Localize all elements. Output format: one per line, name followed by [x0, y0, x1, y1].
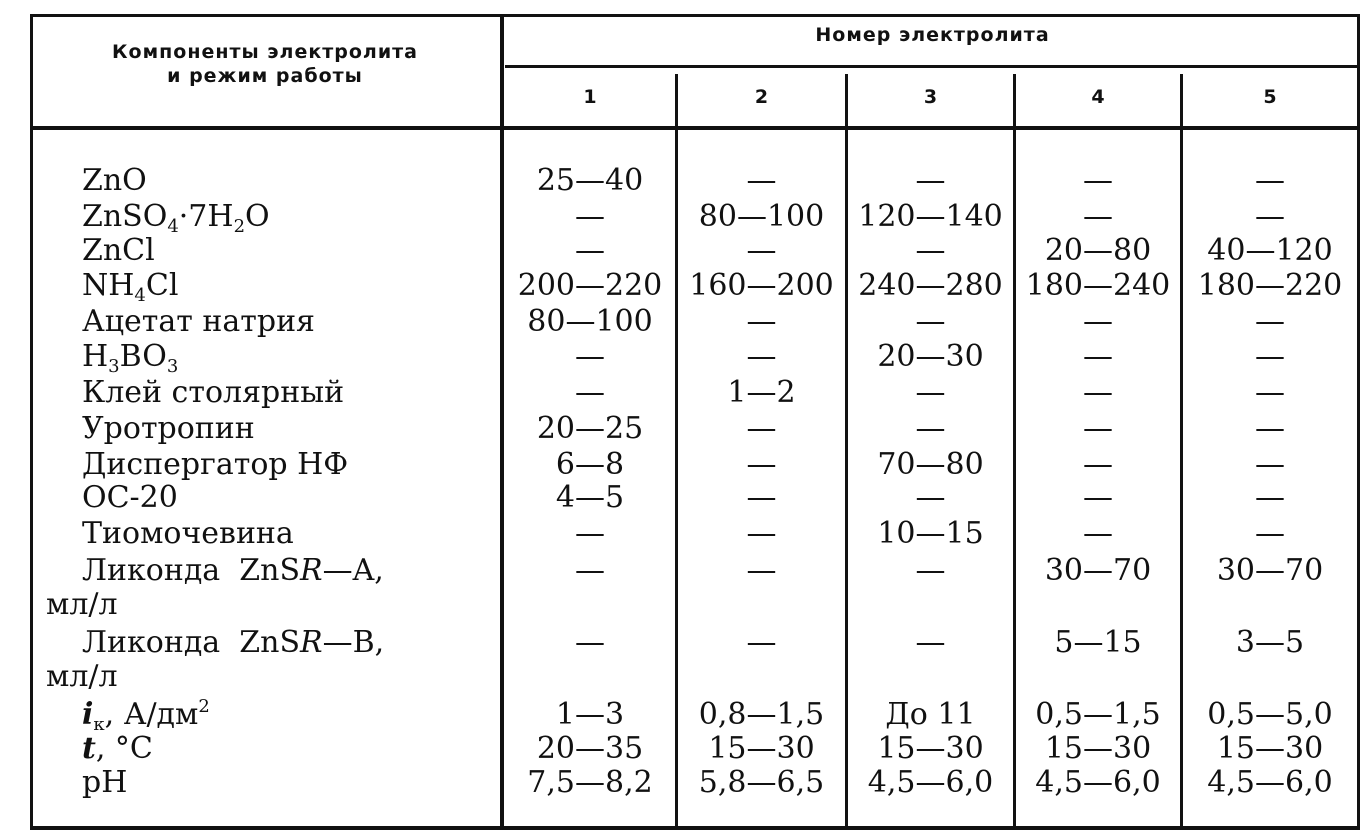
table-cell: —: [1083, 411, 1113, 446]
table-cell: 0,5—1,5: [1035, 697, 1161, 732]
table-cell: —: [1083, 163, 1113, 198]
row-label: $i_к$, $А/дм^2$: [82, 696, 210, 735]
table-cell: —: [746, 447, 777, 482]
table-cell: 5—15: [1054, 625, 1142, 660]
table-cell: —: [1255, 199, 1285, 234]
table-cell: 4,5—6,0: [867, 765, 994, 800]
table-cell: 4,5—6,0: [1035, 765, 1161, 800]
table-cell: —: [1255, 447, 1285, 482]
table-cell: 30—70: [1044, 553, 1152, 588]
row-label: Ликонда ZnSR—B, мл/л: [46, 625, 385, 694]
table-cell: 80—100: [698, 199, 825, 234]
table-cell: —: [1083, 516, 1113, 551]
table-cell: —: [1255, 375, 1285, 410]
table-cell: 15—30: [877, 731, 984, 766]
table-cell: 120—140: [858, 199, 1003, 234]
table-cell: —: [575, 553, 605, 588]
table-cell: 40—120: [1207, 233, 1333, 268]
table-cell: —: [1255, 516, 1285, 551]
table-cell: —: [1255, 163, 1285, 198]
table-cell: —: [575, 625, 605, 660]
row-label: ОС-20: [82, 480, 178, 515]
row-label: $H_3BO_3$: [82, 339, 179, 377]
electrolyte-number-header: Номер электролита: [815, 24, 1050, 46]
table-cell: —: [1083, 480, 1113, 515]
table-cell: 70—80: [877, 447, 984, 482]
row-label: Диспергатор НФ: [82, 447, 349, 482]
components-header: [40, 40, 490, 88]
table-cell: 1—2: [727, 375, 796, 410]
table-cell: 0,5—5,0: [1207, 697, 1333, 732]
table-cell: 25—40: [536, 163, 644, 198]
components-header-line1: Компоненты электролита: [112, 41, 418, 63]
table-cell: 4,5—6,0: [1207, 765, 1333, 800]
table-cell: 15—30: [1044, 731, 1152, 766]
table-cell: —: [746, 480, 777, 515]
table-cell: 4—5: [555, 480, 625, 515]
table-cell: —: [575, 516, 605, 551]
table-cell: 180—220: [1197, 268, 1343, 303]
column-header-3: 3: [923, 86, 938, 108]
header-bottom-rule: [30, 126, 1360, 130]
table-cell: 160—200: [689, 268, 834, 303]
table-cell: 1—3: [555, 697, 625, 732]
electrolyte-table: [30, 14, 1360, 830]
table-cell: —: [1255, 304, 1285, 339]
table-cell: —: [1255, 411, 1285, 446]
table-cell: —: [915, 480, 946, 515]
header-divider: [505, 65, 1360, 68]
table-cell: —: [915, 163, 946, 198]
table-cell: 20—25: [536, 411, 644, 446]
table-cell: 20—80: [1044, 233, 1152, 268]
row-label: $NH_4Cl$: [82, 268, 179, 306]
label-column-divider: [500, 14, 504, 830]
table-cell: —: [1083, 199, 1113, 234]
table-left-border: [30, 14, 33, 830]
table-cell: —: [746, 411, 777, 446]
row-label: ZnO: [82, 163, 147, 198]
row-label: Уротропин: [82, 411, 255, 446]
row-label: $ZnSO_4\cdot 7H_2O$: [82, 199, 270, 237]
table-cell: —: [746, 625, 777, 660]
column-header-5: 5: [1263, 86, 1277, 108]
table-cell: 180—240: [1025, 268, 1171, 303]
components-header-line2: и режим работы: [167, 65, 363, 87]
table-cell: 20—35: [536, 731, 644, 766]
row-label: Тиомочевина: [82, 516, 294, 551]
table-cell: —: [1083, 304, 1113, 339]
table-cell: —: [575, 233, 605, 268]
column-header-2: 2: [754, 86, 769, 108]
table-cell: —: [746, 516, 777, 551]
table-right-border: [1357, 14, 1360, 830]
table-cell: 5,8—6,5: [698, 765, 825, 800]
table-cell: 240—280: [858, 268, 1003, 303]
table-cell: 6—8: [555, 447, 625, 482]
table-cell: —: [915, 304, 946, 339]
table-cell: 200—220: [517, 268, 663, 303]
table-cell: 15—30: [708, 731, 815, 766]
row-label: Ацетат натрия: [82, 304, 315, 339]
table-cell: —: [746, 304, 777, 339]
table-cell: —: [915, 375, 946, 410]
table-cell: —: [575, 199, 605, 234]
row-label: Ликонда ZnSR—A, мл/л: [46, 553, 384, 622]
table-cell: —: [1255, 480, 1285, 515]
table-bottom-rule: [30, 826, 1360, 830]
table-cell: 0,8—1,5: [698, 697, 825, 732]
table-cell: —: [1255, 339, 1285, 374]
row-label: ZnCl: [82, 233, 155, 268]
table-cell: 7,5—8,2: [527, 765, 653, 800]
table-cell: —: [746, 553, 777, 588]
table-cell: —: [746, 339, 777, 374]
row-label: Клей столярный: [82, 375, 345, 410]
table-cell: 10—15: [877, 516, 984, 551]
table-cell: —: [915, 411, 946, 446]
table-cell: —: [915, 233, 946, 268]
column-header-4: 4: [1091, 86, 1105, 108]
table-cell: 80—100: [527, 304, 653, 339]
table-cell: —: [575, 375, 605, 410]
table-cell: —: [915, 625, 946, 660]
table-cell: —: [575, 339, 605, 374]
table-cell: 3—5: [1235, 625, 1305, 660]
table-cell: —: [746, 233, 777, 268]
table-cell: —: [746, 163, 777, 198]
table-cell: —: [915, 553, 946, 588]
column-header-1: 1: [583, 86, 597, 108]
table-cell: —: [1083, 339, 1113, 374]
table-cell: —: [1083, 375, 1113, 410]
table-cell: 30—70: [1216, 553, 1324, 588]
row-label: t, °C: [82, 731, 153, 766]
table-cell: 20—30: [877, 339, 984, 374]
row-label: pH: [82, 765, 128, 800]
table-cell: —: [1083, 447, 1113, 482]
table-top-rule: [30, 14, 1360, 17]
table-cell: 15—30: [1216, 731, 1324, 766]
table-cell: До 11: [885, 697, 976, 732]
